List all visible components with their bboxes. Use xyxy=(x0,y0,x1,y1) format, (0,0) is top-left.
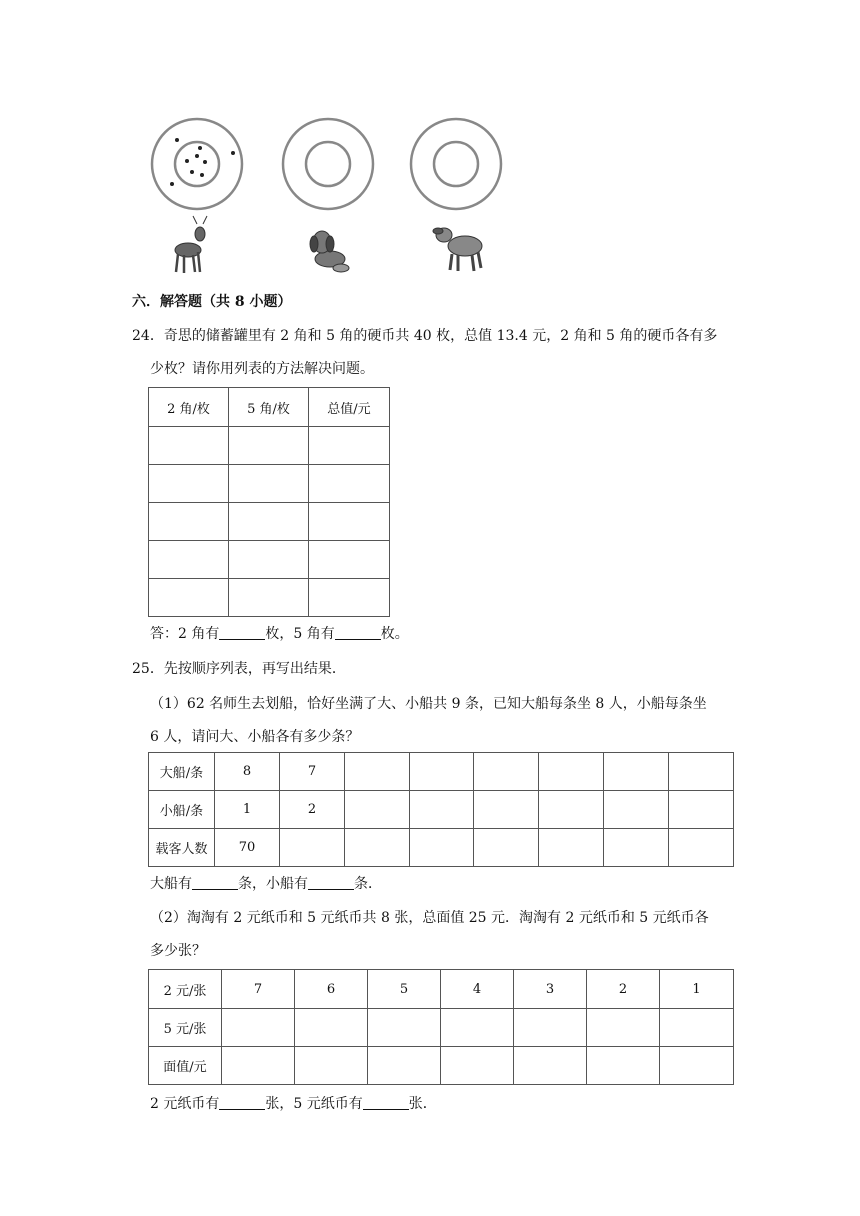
q25-p2-answer-blank-1[interactable] xyxy=(219,1095,265,1110)
q25-p1-cell[interactable]: 8 xyxy=(215,753,280,791)
q25-p2-cell[interactable] xyxy=(514,1009,587,1047)
q25-p1-cell[interactable] xyxy=(410,753,474,791)
q24-text-line2: 少枚？请你用列表的方法解决问题。 xyxy=(150,361,374,377)
q24-cell[interactable] xyxy=(309,427,390,465)
q25-p1-label-big: 大船/条 xyxy=(149,753,215,791)
q25-p1-cell[interactable] xyxy=(669,791,734,829)
q25-p2-cell[interactable] xyxy=(295,1009,368,1047)
q25-p2-cell[interactable] xyxy=(222,1009,295,1047)
q25-p1-cell[interactable]: 70 xyxy=(215,829,280,867)
q24-cell[interactable] xyxy=(149,541,229,579)
q25-p1-cell[interactable] xyxy=(539,791,604,829)
q25-p1-cell[interactable] xyxy=(604,829,669,867)
q24-answer-prefix: 答：2 角有 xyxy=(150,626,220,642)
q25-p1-cell[interactable]: 1 xyxy=(215,791,280,829)
target-1 xyxy=(152,119,242,209)
q24-header-5jiao: 5 角/枚 xyxy=(229,388,309,427)
q25-p1-cell[interactable]: 2 xyxy=(280,791,345,829)
targets-figure xyxy=(140,112,520,282)
q25-p1-cell[interactable] xyxy=(539,753,604,791)
q25-part1-answer xyxy=(150,874,382,894)
q24-cell[interactable] xyxy=(309,465,390,503)
q25-p1-answer-mid: 条，小船有 xyxy=(238,876,308,892)
target-2 xyxy=(283,119,373,209)
q25-p2-cell[interactable]: 2 xyxy=(587,970,660,1009)
q24-cell[interactable] xyxy=(229,579,309,617)
q25-p1-cell[interactable] xyxy=(410,791,474,829)
deer-icon xyxy=(175,216,207,273)
q24-cell[interactable] xyxy=(229,465,309,503)
targets-illustration xyxy=(140,112,520,282)
q24-header-2jiao: 2 角/枚 xyxy=(149,388,229,427)
q25-p1-cell[interactable] xyxy=(669,753,734,791)
q25-part1-line1: （1）62 名师生去划船，恰好坐满了大、小船共 9 条，已知大船每条坐 8 人，小船每条坐 xyxy=(150,696,707,712)
q25-p1-cell[interactable] xyxy=(539,829,604,867)
q25-p1-label-passengers: 载客人数 xyxy=(149,829,215,867)
q25-p2-cell[interactable] xyxy=(587,1047,660,1085)
q24-header-total: 总值/元 xyxy=(309,388,390,427)
q25-p2-cell[interactable]: 1 xyxy=(660,970,734,1009)
q25-p1-cell[interactable] xyxy=(280,829,345,867)
q25-p2-cell[interactable]: 7 xyxy=(222,970,295,1009)
target-3 xyxy=(411,119,501,209)
q25-p2-cell[interactable]: 5 xyxy=(368,970,441,1009)
q25-p2-answer-suffix: 张． xyxy=(408,1096,437,1112)
q25-p1-answer-suffix: 条． xyxy=(354,876,382,892)
q24-cell[interactable] xyxy=(309,579,390,617)
q24-cell[interactable] xyxy=(149,465,229,503)
q24-answer-blank-2[interactable] xyxy=(335,625,381,640)
q24-cell[interactable] xyxy=(149,503,229,541)
q25-p1-cell[interactable] xyxy=(345,791,410,829)
q25-p2-cell[interactable] xyxy=(660,1009,734,1047)
lamb-icon xyxy=(433,228,482,271)
q25-p2-label-5yuan: 5 元/张 xyxy=(149,1009,222,1047)
q25-title: 25．先按顺序列表，再写出结果． xyxy=(132,661,346,677)
q24-cell[interactable] xyxy=(149,579,229,617)
q24-answer xyxy=(150,624,409,644)
q25-p1-cell[interactable] xyxy=(604,791,669,829)
q25-part2-answer xyxy=(150,1094,437,1114)
q25-p1-cell[interactable] xyxy=(410,829,474,867)
q25-p2-cell[interactable]: 3 xyxy=(514,970,587,1009)
q25-p1-cell[interactable] xyxy=(604,753,669,791)
q25-p1-cell[interactable] xyxy=(474,829,539,867)
q25-p1-answer-blank-2[interactable] xyxy=(308,875,354,890)
q24-cell[interactable] xyxy=(229,503,309,541)
q25-p1-cell[interactable] xyxy=(669,829,734,867)
q25-p1-cell[interactable] xyxy=(345,829,410,867)
q24-answer-suffix: 枚。 xyxy=(380,626,409,642)
q25-p1-cell[interactable] xyxy=(474,753,539,791)
q25-p2-cell[interactable] xyxy=(587,1009,660,1047)
q24-cell[interactable] xyxy=(229,427,309,465)
q25-p2-cell[interactable] xyxy=(368,1047,441,1085)
q25-part1-table xyxy=(148,752,734,867)
q25-p1-cell[interactable]: 7 xyxy=(280,753,345,791)
q25-p2-cell[interactable] xyxy=(441,1047,514,1085)
q25-p2-cell[interactable] xyxy=(660,1047,734,1085)
q25-p2-cell[interactable] xyxy=(514,1047,587,1085)
q25-p1-label-small: 小船/条 xyxy=(149,791,215,829)
q25-part2-line2: 多少张？ xyxy=(150,943,206,959)
q25-p1-cell[interactable] xyxy=(345,753,410,791)
q24-cell[interactable] xyxy=(309,541,390,579)
q25-p1-cell[interactable] xyxy=(474,791,539,829)
q24-answer-blank-1[interactable] xyxy=(219,625,265,640)
q25-p2-cell[interactable] xyxy=(368,1009,441,1047)
q25-p2-label-2yuan: 2 元/张 xyxy=(149,970,222,1009)
q25-p1-answer-prefix: 大船有 xyxy=(150,876,192,892)
q24-cell[interactable] xyxy=(309,503,390,541)
dog-icon xyxy=(310,231,349,272)
q25-part1-line2: 6 人，请问大、小船各有多少条？ xyxy=(150,729,360,745)
q25-p2-label-value: 面值/元 xyxy=(149,1047,222,1085)
q25-p2-cell[interactable] xyxy=(222,1047,295,1085)
q25-p1-answer-blank-1[interactable] xyxy=(192,875,238,890)
q25-p2-cell[interactable] xyxy=(295,1047,368,1085)
section-title: 六．解答题（共 8 小题） xyxy=(132,294,292,310)
q25-p2-answer-prefix: 2 元纸币有 xyxy=(150,1096,220,1112)
q24-answer-mid: 枚，5 角有 xyxy=(265,626,335,642)
q24-cell[interactable] xyxy=(149,427,229,465)
q25-p2-cell[interactable] xyxy=(441,1009,514,1047)
q25-p2-cell[interactable]: 4 xyxy=(441,970,514,1009)
q25-p2-cell[interactable]: 6 xyxy=(295,970,368,1009)
q24-text-line1: 24．奇思的储蓄罐里有 2 角和 5 角的硬币共 40 枚，总值 13.4 元，2 角和 5 角的硬币各有多 xyxy=(132,328,718,344)
q25-p2-answer-mid: 张，5 元纸币有 xyxy=(265,1096,363,1112)
q24-cell[interactable] xyxy=(229,541,309,579)
q25-part2-table xyxy=(148,969,734,1085)
q24-table xyxy=(148,387,390,617)
q25-p2-answer-blank-2[interactable] xyxy=(363,1095,409,1110)
q25-part2-line1: （2）淘淘有 2 元纸币和 5 元纸币共 8 张，总面值 25 元．淘淘有 2 元纸币和 5 元纸币各 xyxy=(150,910,709,926)
